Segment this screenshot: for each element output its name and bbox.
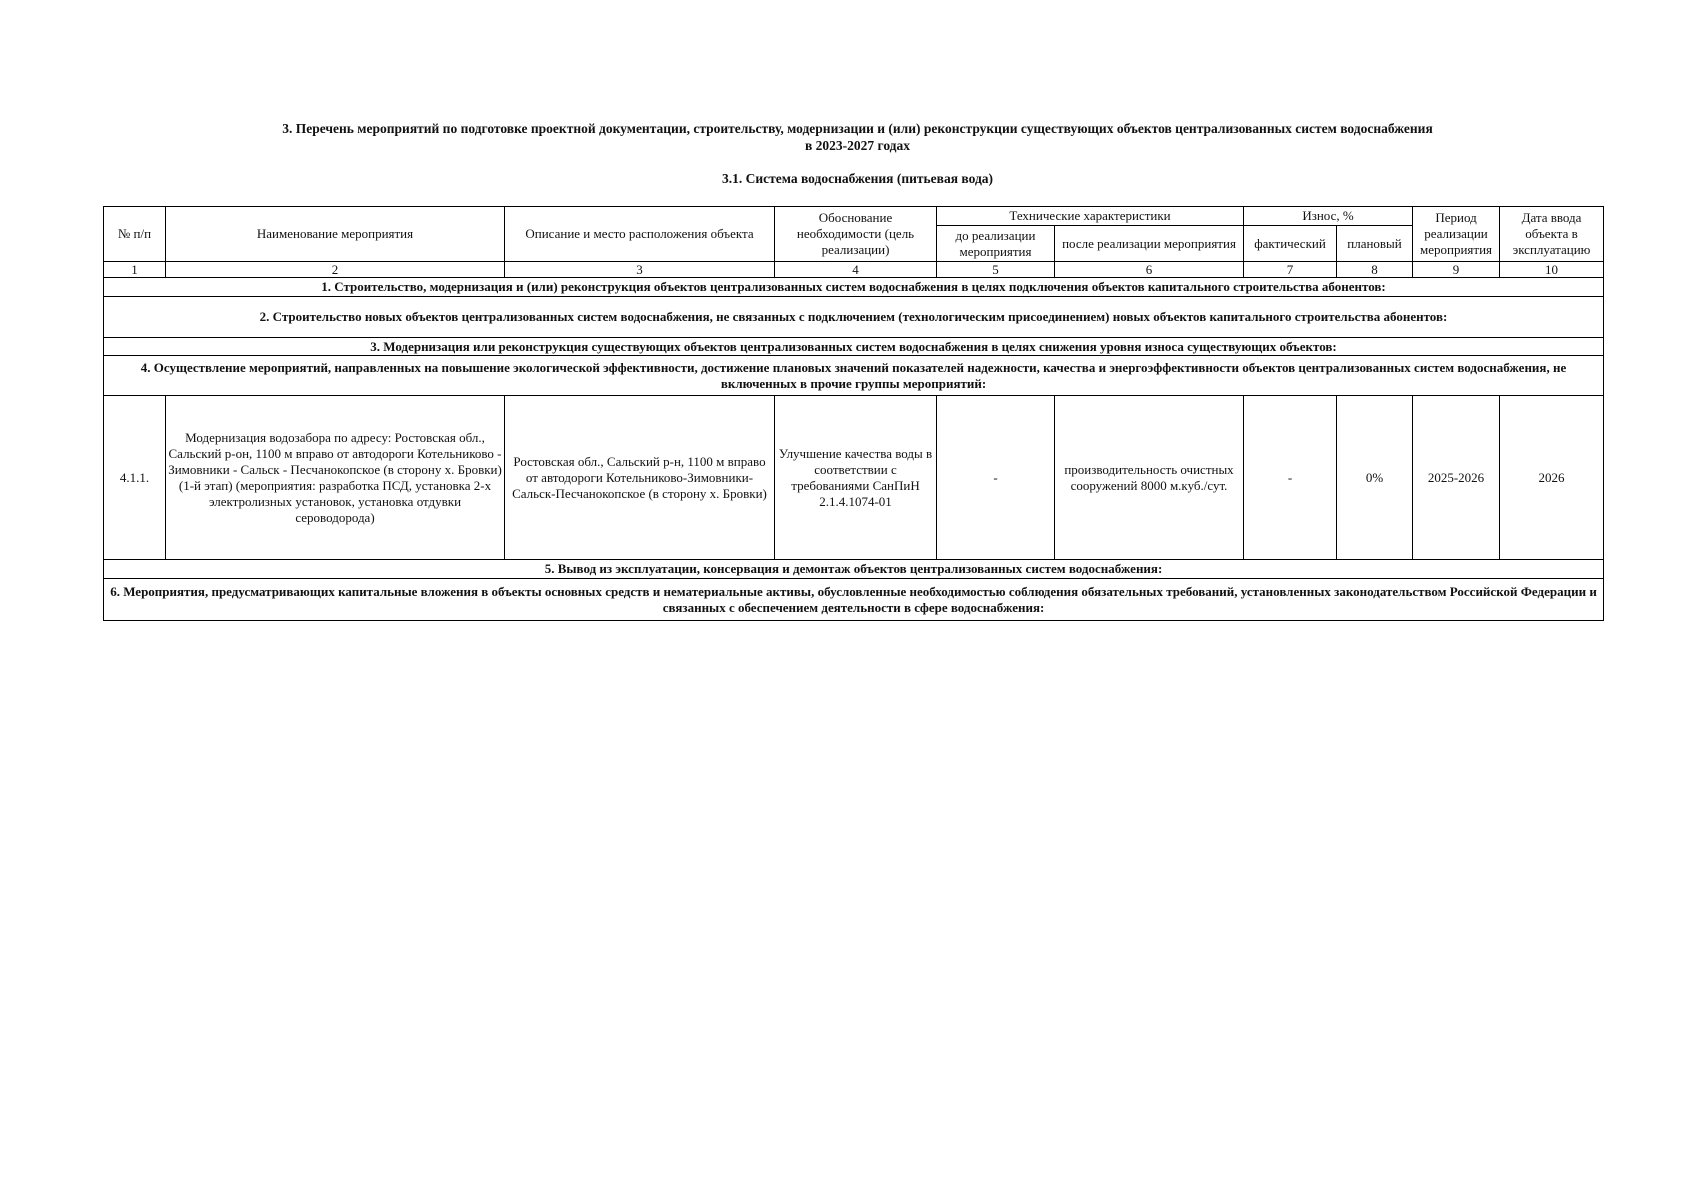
- section-row-6: [104, 579, 1604, 621]
- column-number: 10: [1500, 262, 1604, 278]
- row-wear-planned: 0%: [1337, 396, 1413, 560]
- section-heading-6: 6. Мероприятия, предусматривающих капитальные вложения в объекты основных средств и нематериальные активы, обусловленные необходимостью соблюдения обязательных требований, установленных законодательством Российской Федерации и связанных с обеспечением деятельности в сфере водоснабжения:: [104, 579, 1604, 621]
- column-number: 7: [1244, 262, 1337, 278]
- title-line-2: в 2023-2027 годах: [804, 138, 911, 153]
- row-tech-after: производительность очистных сооружений 8000 м.куб./сут.: [1055, 396, 1244, 560]
- column-number: 9: [1413, 262, 1500, 278]
- header-tech-before: до реализации мероприятия: [937, 226, 1055, 262]
- header-description: Описание и место расположения объекта: [505, 207, 775, 262]
- section-row-5: [104, 560, 1604, 579]
- row-tech-before: -: [937, 396, 1055, 560]
- column-number: 3: [505, 262, 775, 278]
- row-commission-date: 2026: [1500, 396, 1604, 560]
- column-number: 2: [166, 262, 505, 278]
- header-name: Наименование мероприятия: [166, 207, 505, 262]
- section-row-1: [104, 278, 1604, 297]
- section-row-2: [104, 297, 1604, 338]
- section-heading-3: 3. Модернизация или реконструкция существующих объектов централизованных систем водоснабжения в целях снижения уровня износа существующих объектов:: [104, 338, 1604, 356]
- column-number: 5: [937, 262, 1055, 278]
- header-justification: Обоснование необходимости (цель реализации): [775, 207, 937, 262]
- header-row-1: [104, 207, 1604, 226]
- header-num: № п/п: [104, 207, 166, 262]
- title-line-1: 3. Перечень мероприятий по подготовке проектной документации, строительству, модернизации и (или) реконструкции существующих объектов централизованных систем водоснабжения: [282, 121, 1433, 136]
- document-title: [170, 120, 1545, 154]
- section-subtitle: 3.1. Система водоснабжения (питьевая вода): [721, 171, 994, 186]
- column-number: 1: [104, 262, 166, 278]
- measures-table: [103, 206, 1604, 621]
- column-number: 6: [1055, 262, 1244, 278]
- section-heading-2: 2. Строительство новых объектов централизованных систем водоснабжения, не связанных с подключением (технологическим присоединением) новых объектов капитального строительства абонентов:: [104, 297, 1604, 338]
- section-row-4: [104, 356, 1604, 396]
- section-heading-4: 4. Осуществление мероприятий, направленных на повышение экологической эффективности, достижение плановых значений показателей надежности, качества и энергоэффективности объектов централизованных систем водоснабжения, не включенных в прочие группы мероприятий:: [104, 356, 1604, 396]
- header-wear-actual: фактический: [1244, 226, 1337, 262]
- row-name: Модернизация водозабора по адресу: Ростовская обл., Сальский р-он, 1100 м вправо от автодороги Котельниково - Зимовники - Сальск - Песчанокопское (в сторону х. Бровки) (1-й этап) (мероприятия: разработка ПСД, установка 2-х электролизных установок, установка отдувки сероводорода): [166, 396, 505, 560]
- row-justification: Улучшение качества воды в соответствии с требованиями СанПиН 2.1.4.1074-01: [775, 396, 937, 560]
- header-wear-group: Износ, %: [1244, 207, 1413, 226]
- column-number-row: [104, 262, 1604, 278]
- row-period: 2025-2026: [1413, 396, 1500, 560]
- header-period: Период реализации мероприятия: [1413, 207, 1500, 262]
- row-description: Ростовская обл., Сальский р-н, 1100 м вправо от автодороги Котельниково-Зимовники-Сальск-Песчанокопское (в сторону х. Бровки): [505, 396, 775, 560]
- section-row-3: [104, 338, 1604, 356]
- header-wear-planned: плановый: [1337, 226, 1413, 262]
- header-tech-group: Технические характеристики: [937, 207, 1244, 226]
- row-num: 4.1.1.: [104, 396, 166, 560]
- header-commission-date: Дата ввода объекта в эксплуатацию: [1500, 207, 1604, 262]
- section-heading-1: 1. Строительство, модернизация и (или) реконструкция объектов централизованных систем водоснабжения в целях подключения объектов капитального строительства абонентов:: [104, 278, 1604, 297]
- row-wear-actual: -: [1244, 396, 1337, 560]
- column-number: 4: [775, 262, 937, 278]
- section-heading-5: 5. Вывод из эксплуатации, консервация и демонтаж объектов централизованных систем водоснабжения:: [104, 560, 1604, 579]
- column-number: 8: [1337, 262, 1413, 278]
- table-row: [104, 396, 1604, 560]
- header-tech-after: после реализации мероприятия: [1055, 226, 1244, 262]
